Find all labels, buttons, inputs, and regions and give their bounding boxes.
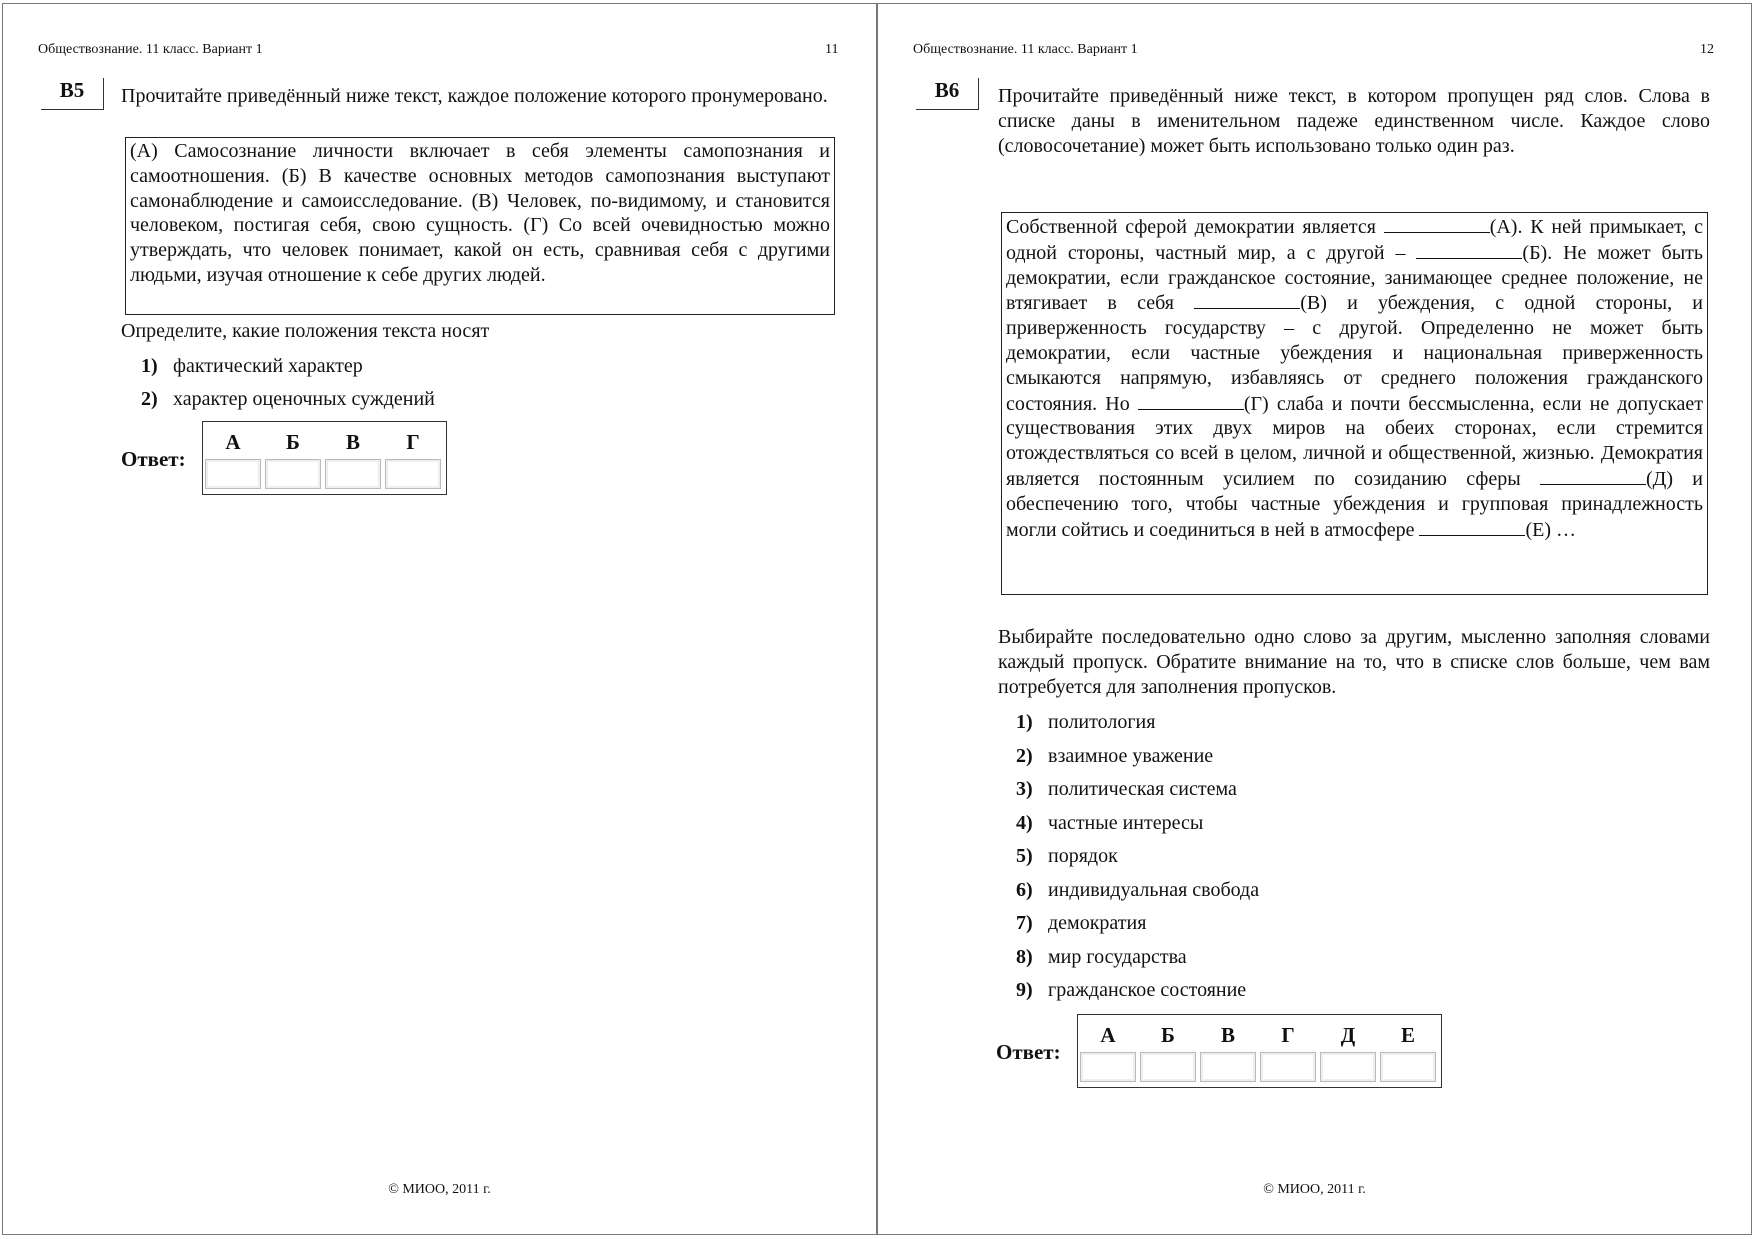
question-label: B6 <box>916 78 979 110</box>
answer-cell-b[interactable] <box>265 425 321 491</box>
answer-input[interactable] <box>385 459 441 489</box>
blank-a <box>1384 214 1490 233</box>
answer-column-label: А <box>225 430 241 454</box>
option-6 <box>1016 879 1259 902</box>
option-text: фактический характер <box>173 355 363 377</box>
option-8 <box>1016 946 1187 969</box>
passage-segment: (В) и убеждения, с одной стороны, и приверженность государству – с другой. Определенно не может быть демократии, если частные убеждения и национальная приверженность смыкаются напрямую, избавляясь от среднего положения гражданского состояния. Но <box>1006 292 1703 415</box>
option-text: гражданское состояние <box>1048 979 1247 1001</box>
answer-column-label: А <box>1100 1023 1116 1047</box>
page-footer: © МИОО, 2011 г. <box>388 1182 491 1197</box>
option-number: 1) <box>1016 711 1033 733</box>
passage-box: (А) Самосознание личности включает в себя элементы самопознания и самоотношения. (Б) В качестве основных методов самопознания выступают самонаблюдение и самоисследование. (В) Человек, по-видимому, и становится человеком, постигая себя, свою сущность. (Г) Со всей очевидностью можно утверждать, что человек понимает, какой он есть, сравнивая себя с другими людьми, изучая отношение к себе других людей. <box>125 137 835 315</box>
answer-column-label: Е <box>1400 1023 1415 1047</box>
page-11 <box>2 3 877 1235</box>
question-text: Прочитайте приведённый ниже текст, в котором пропущен ряд слов. Слова в списке даны в именительном падеже единственном числе. Каждое слово (словосочетание) может быть использовано только один раз. <box>998 85 1710 157</box>
answer-table <box>202 421 447 495</box>
blank-d <box>1540 466 1646 485</box>
page-header: Обществознание. 11 класс. Вариант 1 <box>38 42 263 57</box>
option-text: демократия <box>1048 912 1147 934</box>
option-text: взаимное уважение <box>1048 745 1214 767</box>
option-7 <box>1016 912 1146 935</box>
option-2 <box>1016 745 1213 768</box>
blank-v <box>1194 290 1300 309</box>
option-1 <box>1016 711 1155 734</box>
option-number: 1) <box>141 355 158 377</box>
option-number: 2) <box>1016 745 1033 767</box>
passage-segment: (А). К ней примыкает, с одной стороны, частный мир, а с другой – <box>1006 216 1703 264</box>
answer-cell-g[interactable] <box>1260 1018 1316 1084</box>
option-1 <box>141 355 363 378</box>
option-text: характер оценочных суждений <box>173 388 435 410</box>
option-2 <box>141 388 435 411</box>
option-number: 2) <box>141 388 158 410</box>
passage-segment: (Е) … <box>1525 518 1577 541</box>
answer-label: Ответ: <box>996 1040 1061 1064</box>
answer-column-label: Д <box>1340 1023 1356 1047</box>
question-text: Прочитайте приведённый ниже текст, каждое положение которого пронумеровано. <box>121 85 828 107</box>
answer-input[interactable] <box>205 459 261 489</box>
answer-cell-v[interactable] <box>1200 1018 1256 1084</box>
option-text: политология <box>1048 711 1156 733</box>
answer-input[interactable] <box>325 459 381 489</box>
option-text: порядок <box>1048 845 1118 867</box>
answer-column-label: Г <box>406 430 420 454</box>
blank-b <box>1416 240 1522 259</box>
option-text: индивидуальная свобода <box>1048 879 1260 901</box>
page-12 <box>877 3 1752 1235</box>
instruction: Определите, какие положения текста носят <box>121 320 490 342</box>
answer-cell-a[interactable] <box>205 425 261 491</box>
answer-input[interactable] <box>1080 1052 1136 1082</box>
answer-column-label: В <box>345 430 360 454</box>
answer-cell-g[interactable] <box>385 425 441 491</box>
option-number: 6) <box>1016 879 1033 901</box>
answer-column-label: Б <box>286 430 300 454</box>
passage-segment: (Г) слаба и почти бессмысленна, если не допускает существования этих двух миров на обеих сторонах, если стремится отождествляться со всей в целом, личной и общественной, жизнью. Демократия является постоянным усилием по созиданию сферы <box>1006 392 1703 490</box>
answer-input[interactable] <box>1260 1052 1316 1082</box>
answer-column-label: Б <box>1161 1023 1175 1047</box>
blank-g <box>1138 391 1244 410</box>
option-text: мир государства <box>1048 946 1187 968</box>
passage-box <box>1001 212 1708 595</box>
page-number: 12 <box>1700 42 1714 57</box>
option-text: политическая система <box>1048 778 1237 800</box>
passage-segment: (Б). Не может быть демократии, если гражданское состояние, занимающее среднее положение, не втягивает в себя <box>1006 241 1703 315</box>
passage-segment: Собственной сферой демократии является <box>1006 216 1384 238</box>
answer-input[interactable] <box>1200 1052 1256 1082</box>
option-number: 8) <box>1016 946 1033 968</box>
answer-input[interactable] <box>1140 1052 1196 1082</box>
answer-cell-e[interactable] <box>1380 1018 1436 1084</box>
answer-column-label: Г <box>1281 1023 1295 1047</box>
option-5 <box>1016 845 1118 868</box>
option-number: 5) <box>1016 845 1033 867</box>
answer-input[interactable] <box>1320 1052 1376 1082</box>
page-footer: © МИОО, 2011 г. <box>1263 1182 1366 1197</box>
option-number: 3) <box>1016 778 1033 800</box>
answer-table <box>1077 1014 1442 1088</box>
answer-cell-d[interactable] <box>1320 1018 1376 1084</box>
option-3 <box>1016 778 1237 801</box>
question-label: B5 <box>41 78 104 110</box>
answer-input[interactable] <box>265 459 321 489</box>
answer-cell-b[interactable] <box>1140 1018 1196 1084</box>
answer-cell-a[interactable] <box>1080 1018 1136 1084</box>
option-number: 7) <box>1016 912 1033 934</box>
option-text: частные интересы <box>1048 812 1204 834</box>
page-header: Обществознание. 11 класс. Вариант 1 <box>913 42 1138 57</box>
instruction: Выбирайте последовательно одно слово за другим, мысленно заполняя словами каждый пропуск. Обратите внимание на то, что в списке слов больше, чем вам потребуется для заполнения пропусков. <box>998 626 1710 698</box>
answer-column-label: В <box>1220 1023 1235 1047</box>
page-number: 11 <box>825 42 839 57</box>
answer-label: Ответ: <box>121 447 186 471</box>
option-number: 9) <box>1016 979 1033 1001</box>
blank-e <box>1419 517 1525 536</box>
answer-input[interactable] <box>1380 1052 1436 1082</box>
option-4 <box>1016 812 1203 835</box>
answer-cell-v[interactable] <box>325 425 381 491</box>
option-number: 4) <box>1016 812 1033 834</box>
option-9 <box>1016 979 1246 1002</box>
passage-segment: (Д) и обеспечению того, чтобы частные убеждения и групповая принадлежность могли сойтись и соединиться в ней в атмосфере <box>1006 467 1703 541</box>
